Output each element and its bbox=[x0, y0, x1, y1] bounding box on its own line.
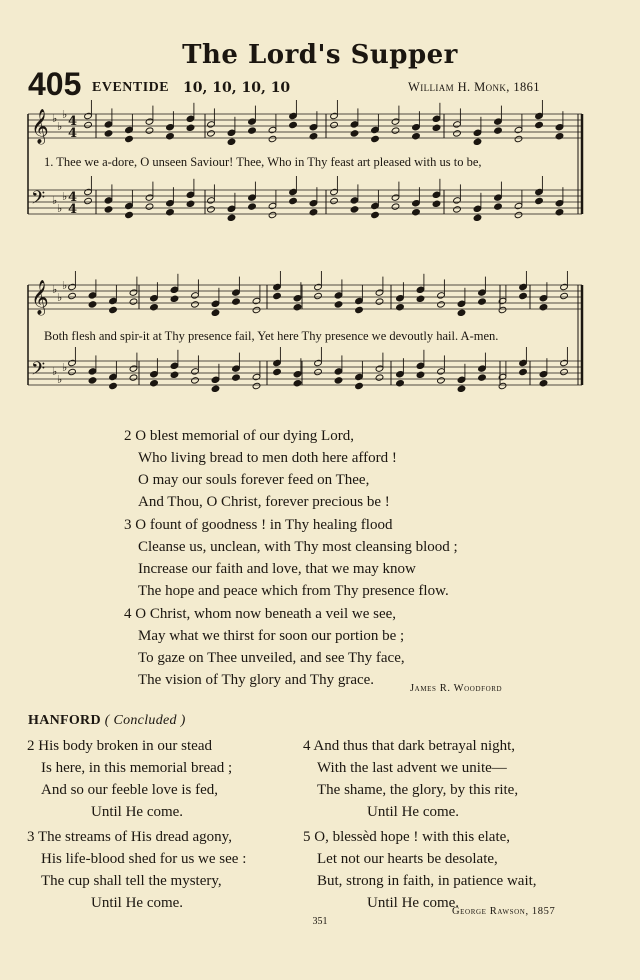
note-head bbox=[252, 382, 261, 389]
note-head bbox=[166, 209, 175, 216]
flat-icon: ♭ bbox=[52, 283, 58, 296]
note-head bbox=[350, 130, 359, 137]
note-head bbox=[391, 203, 400, 210]
note-head bbox=[191, 377, 200, 384]
note-head bbox=[109, 382, 118, 389]
note-head bbox=[453, 130, 462, 137]
flat-icon: ♭ bbox=[52, 194, 58, 207]
bass-clef-icon: 𝄢 bbox=[31, 188, 46, 213]
note-head bbox=[186, 200, 195, 207]
time-signature: 4 bbox=[68, 126, 78, 141]
note-head bbox=[314, 368, 323, 375]
note-head bbox=[535, 121, 544, 128]
note-head bbox=[88, 377, 97, 384]
note-head bbox=[129, 298, 138, 305]
note-head bbox=[437, 377, 446, 384]
note-head bbox=[314, 292, 323, 299]
note-head bbox=[129, 374, 138, 381]
note-head bbox=[473, 138, 482, 145]
note-head bbox=[330, 197, 339, 204]
note-head bbox=[166, 133, 175, 140]
note-head bbox=[555, 133, 564, 140]
note-head bbox=[170, 371, 179, 378]
note-head bbox=[432, 124, 441, 131]
note-head bbox=[289, 121, 298, 128]
note-head bbox=[473, 214, 482, 221]
note-head bbox=[170, 295, 179, 302]
note-head bbox=[350, 206, 359, 213]
note-head bbox=[88, 301, 97, 308]
note-head bbox=[145, 127, 154, 134]
note-head bbox=[273, 368, 282, 375]
flat-icon: ♭ bbox=[52, 112, 58, 125]
note-head bbox=[207, 130, 216, 137]
bass-clef-icon: 𝄢 bbox=[31, 359, 46, 384]
hanford-stanza-3: 3 The streams of His dread agony, His life-blood shed for us we see : The cup shall tell the mystery, Until He come. bbox=[27, 829, 247, 911]
stanza-4: 4 O Christ, whom now beneath a veil we see, May what we thirst for soon our portion be ; To gaze on Thee unveiled, and see Thy face, The vision of Thy glory and Thy grace. bbox=[124, 606, 405, 688]
note-head bbox=[432, 200, 441, 207]
hanford-title: HANFORD ( Concluded ) bbox=[28, 713, 186, 728]
note-head bbox=[519, 368, 528, 375]
note-head bbox=[453, 206, 462, 213]
treble-clef-icon: 𝄞 bbox=[31, 280, 49, 315]
note-head bbox=[416, 371, 425, 378]
note-head bbox=[252, 306, 261, 313]
flat-icon: ♭ bbox=[57, 202, 63, 215]
note-head bbox=[478, 298, 487, 305]
note-head bbox=[560, 292, 569, 299]
note-head bbox=[560, 368, 569, 375]
note-head bbox=[248, 203, 257, 210]
note-head bbox=[334, 377, 343, 384]
flat-icon: ♭ bbox=[62, 190, 68, 203]
page-number: 351 bbox=[312, 916, 328, 927]
note-head bbox=[293, 380, 302, 387]
note-head bbox=[478, 374, 487, 381]
time-signature: 4 bbox=[68, 114, 78, 129]
note-head bbox=[309, 209, 318, 216]
note-head bbox=[371, 211, 380, 218]
note-head bbox=[232, 298, 241, 305]
note-head bbox=[355, 382, 364, 389]
note-head bbox=[457, 309, 466, 316]
music-score bbox=[0, 0, 640, 420]
note-head bbox=[412, 209, 421, 216]
note-head bbox=[539, 304, 548, 311]
flat-icon: ♭ bbox=[57, 291, 63, 304]
note-head bbox=[125, 211, 134, 218]
lyric-line-1: 1. Thee we a-dore, O unseen Saviour! Thee, Who in Thy feast art pleased with us to be, bbox=[44, 155, 482, 169]
note-head bbox=[416, 295, 425, 302]
note-head bbox=[186, 124, 195, 131]
note-head bbox=[494, 127, 503, 134]
note-head bbox=[84, 121, 93, 128]
note-head bbox=[145, 203, 154, 210]
time-signature: 4 bbox=[68, 202, 78, 217]
note-head bbox=[555, 209, 564, 216]
meter: 10, 10, 10, 10 bbox=[183, 80, 291, 96]
note-head bbox=[539, 380, 548, 387]
note-head bbox=[207, 206, 216, 213]
flat-icon: ♭ bbox=[57, 373, 63, 386]
hanford-stanza-4: 4 And thus that dark betrayal night, With the last advent we unite— The shame, the glory, by this rite, Until He come. bbox=[303, 738, 519, 820]
author-rawson: George Rawson, 1857 bbox=[452, 906, 556, 917]
note-head bbox=[211, 309, 220, 316]
note-head bbox=[150, 380, 159, 387]
note-head bbox=[396, 304, 405, 311]
note-head bbox=[330, 121, 339, 128]
note-head bbox=[150, 304, 159, 311]
note-head bbox=[248, 127, 257, 134]
flat-icon: ♭ bbox=[62, 279, 68, 292]
lyric-line-2: Both flesh and spir-it at Thy presence fail, Yet here Thy presence we devoutly hail. A-men. bbox=[44, 329, 499, 343]
note-head bbox=[68, 292, 77, 299]
stanza-3: 3 O fount of goodness ! in Thy healing flood Cleanse us, unclean, with Thy most cleansing blood ; Increase our faith and love, that we may know The hope and peace which from Thy presence flow. bbox=[124, 517, 458, 599]
note-head bbox=[396, 380, 405, 387]
note-head bbox=[355, 306, 364, 313]
tune-name: EVENTIDE bbox=[92, 80, 170, 95]
note-head bbox=[68, 368, 77, 375]
note-head bbox=[334, 301, 343, 308]
note-head bbox=[437, 301, 446, 308]
note-head bbox=[268, 135, 277, 142]
hymn-number: 405 bbox=[28, 66, 82, 102]
note-head bbox=[227, 138, 236, 145]
hanford-stanza-5: 5 O, blessèd hope ! with this elate, Let not our hearts be desolate, But, strong in faith, in patience wait, Until He come. bbox=[303, 829, 537, 911]
note-head bbox=[191, 301, 200, 308]
stanza-2: 2 O blest memorial of our dying Lord, Who living bread to men doth here afford ! O may our souls forever feed on Thee, And Thou, O Christ, forever precious be ! bbox=[124, 428, 397, 510]
time-signature: 4 bbox=[68, 190, 78, 205]
flat-icon: ♭ bbox=[62, 108, 68, 121]
flat-icon: ♭ bbox=[52, 365, 58, 378]
flat-icon: ♭ bbox=[57, 120, 63, 133]
note-head bbox=[232, 374, 241, 381]
treble-clef-icon: 𝄞 bbox=[31, 109, 49, 144]
note-head bbox=[494, 203, 503, 210]
note-head bbox=[375, 374, 384, 381]
hanford-stanza-2: 2 His body broken in our stead Is here, in this memorial bread ; And so our feeble love is fed, Until He come. bbox=[27, 738, 233, 820]
note-head bbox=[371, 135, 380, 142]
note-head bbox=[293, 304, 302, 311]
note-head bbox=[375, 298, 384, 305]
composer: William H. Monk, 1861 bbox=[408, 80, 540, 94]
note-head bbox=[211, 385, 220, 392]
note-head bbox=[514, 135, 523, 142]
note-head bbox=[104, 206, 113, 213]
note-head bbox=[104, 130, 113, 137]
note-head bbox=[289, 197, 298, 204]
note-head bbox=[227, 214, 236, 221]
page-title: The Lord's Supper bbox=[182, 40, 458, 70]
note-head bbox=[125, 135, 134, 142]
note-head bbox=[412, 133, 421, 140]
note-head bbox=[84, 197, 93, 204]
note-head bbox=[535, 197, 544, 204]
note-head bbox=[268, 211, 277, 218]
note-head bbox=[514, 211, 523, 218]
note-head bbox=[457, 385, 466, 392]
flat-icon: ♭ bbox=[62, 361, 68, 374]
author-woodford: James R. Woodford bbox=[410, 683, 503, 694]
note-head bbox=[109, 306, 118, 313]
note-head bbox=[273, 292, 282, 299]
note-head bbox=[391, 127, 400, 134]
note-head bbox=[309, 133, 318, 140]
note-head bbox=[519, 292, 528, 299]
